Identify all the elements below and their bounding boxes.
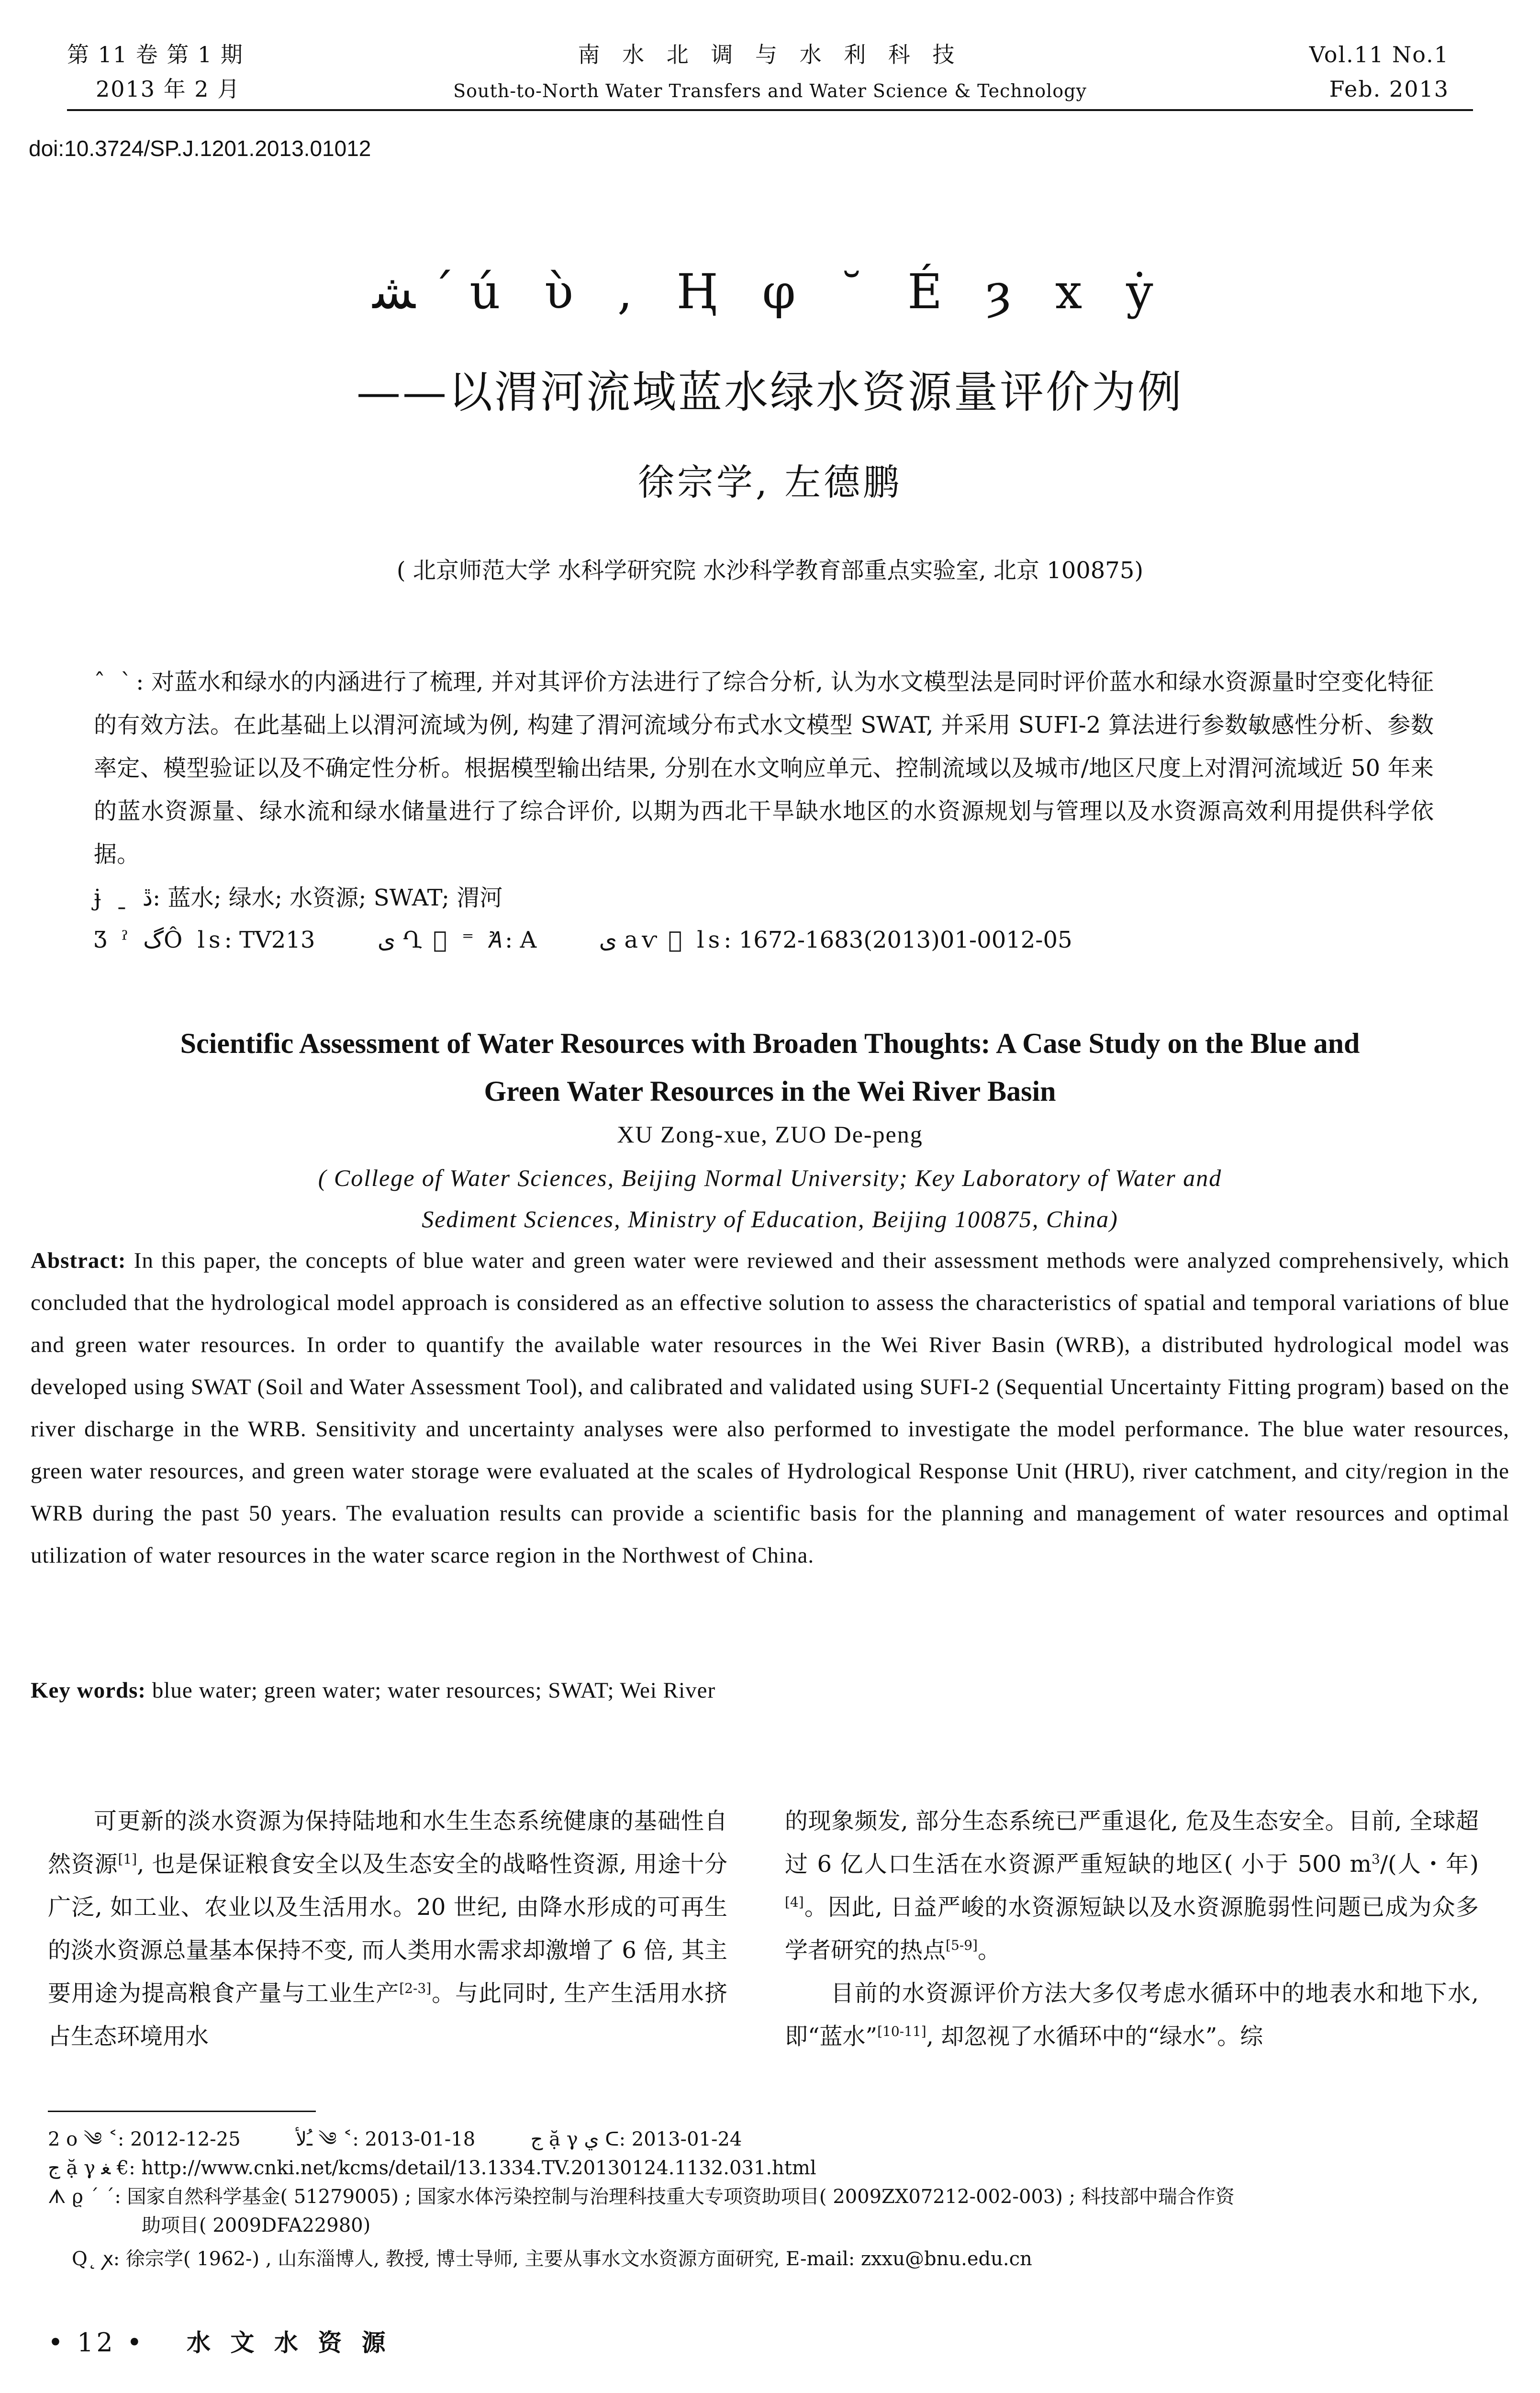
revised-label: ـُﻷ ༄ ˂ [296,2128,353,2150]
article-id-label: ى aⱱ ⃞ ls [599,927,724,953]
citation: [5-9] [946,1937,978,1953]
classification-line [94,923,1434,957]
footnote-dates [48,2125,1484,2154]
body-right-column [785,1800,1479,2058]
body-text: 目前的水资源评价方法大多仅考虑水循环中的地表水和地下水, 即“蓝水” [785,1980,1479,2050]
received-label: 2 ο ༄ ˂ [48,2128,118,2150]
article-id-value: : 1672-1683(2013)01-0012-05 [724,927,1072,953]
header-volume-en: Vol.11 No.1 [1309,42,1449,67]
online-url: : http://www.cnki.net/kcms/detail/13.1334.TV.20130124.1132.031.html [129,2157,816,2179]
keywords-cn-label: ɉ ˍ ڐ [94,884,153,911]
clc-value: : TV213 [224,927,315,953]
revised-date: : 2013-01-18 [352,2128,476,2150]
body-text: 的现象频发, 部分生态系统已严重退化, 危及生态安全。目前, 全球超过 6 亿人口生活在水资源严重短缺的地区( 小于 500 m [785,1808,1479,1878]
keywords-cn [94,881,1434,915]
header-rule [67,109,1473,111]
header-journal-en: South-to-North Water Transfers and Water Science & Technology [453,80,1087,101]
citation: [4] [785,1894,804,1910]
body-text: , 却忽视了水循环中的“绿水”。综 [926,2023,1263,2050]
section-name: 水 文 水 资 源 [187,2329,391,2357]
citation: [1] [118,1851,137,1867]
received-date: : 2012-12-25 [117,2128,241,2150]
header-volume-cn: 第 11 卷 第 1 期 [67,42,244,67]
superscript: 3 [1371,1851,1380,1867]
page-title: ﺸ ˊ ú ὺ , Ⱨ φ ˘ É ȝ x ẏ [372,264,1168,320]
footnote-rule [48,2111,316,2112]
keywords-en-text: blue water; green water; water resources; SWAT; Wei River [146,1678,716,1703]
affiliation: ( 北京师范大学 水科学研究院 水沙科学教育部重点实验室, 北京 100875) [396,557,1144,584]
footnote-url [48,2154,1484,2182]
footnote-author-bio [72,2245,1507,2273]
en-affiliation-line1: ( College of Water Sciences, Beijing Normal University; Key Laboratory of Water and [318,1164,1222,1191]
page-subtitle: ——以渭河流域蓝水绿水资源量评价为例 [356,367,1183,418]
abstract-en [31,1240,1509,1577]
en-title-line2: Green Water Resources in the Wei River Basin [484,1075,1056,1107]
citation: [2-3] [399,1980,432,1996]
abstract-en-text: In this paper, the concepts of blue water and green water were reviewed and their assessment methods were analyzed comprehensively, which concluded that the hydrological model approach is considered as an effective solution to assess the characteristics of spatial and temporal variations of blue and green water resources. In order to quantify the available water resources in the Wei River Basin (WRB), a distributed hydrological model was developed using SWAT (Soil and Water Assessment Tool), and calibrated and validated using SUFI-2 (Sequential Uncertainty Fitting program) based on the river discharge in the WRB. Sensitivity and uncertainty analyses were also performed to investigate the model performance. The blue water resources, green water resources, and green water storage were evaluated at the scales of Hydrological Response Unit (HRU), river catchment, and city/region in the WRB during the past 50 years. The evaluation results can provide a scientific basis for the planning and management of water resources and optimal utilization of water resources in the water scarce region in the Northwest of China. [31,1248,1509,1568]
citation: [10-11] [877,2024,926,2039]
abstract-cn [94,660,1434,876]
page-number: • 12 • [48,2327,145,2358]
bio-text: : 徐宗学( 1962-) , 山东淄博人, 教授, 博士导师, 主要从事水文水资源方面研究, E-mail: zxxu@bnu.edu.cn [113,2248,1032,2270]
body-text: 。与此同时, 生产生活用水挤占生态环境用水 [48,1980,727,2050]
bio-label: Q˛ ꭗ [72,2248,113,2270]
body-paragraph-1-cont [785,1800,1479,1972]
published-label: ج ặ γ ي ᑕ [530,2128,619,2150]
url-label: ج ặ γ ﻐ € [48,2157,129,2179]
body-text: 。因此, 日益严峻的水资源短缺以及水资源脆弱性问题已成为众多学者研究的热点 [785,1894,1479,1964]
en-title-line1: Scientific Assessment of Water Resources with Broaden Thoughts: A Case Study on the Blue and [180,1028,1360,1059]
body-paragraph-2 [785,1972,1479,2058]
abstract-cn-text: : 对蓝水和绿水的内涵进行了梳理, 并对其评价方法进行了综合分析, 认为水文模型法是同时评价蓝水和绿水资源量时空变化特征的有效方法。在此基础上以渭河流域为例, 构建了渭河流域分布式水文模型 SWAT, 并采用 SUFI-2 算法进行参数敏感性分析、参数率定、模型验证以及不确定性分析。根据模型输出结果, 分别在水文响应单元、控制流域以及城市/地区尺度上对渭河流域近 50 年来的蓝水资源量、绿水流和绿水储量进行了综合评价, 以期为西北干旱缺水地区的水资源规划与管理以及水资源高效利用提供科学依据。 [94,669,1434,868]
funding-text: : 国家自然科学基金( 51279005) ; 国家水体污染控制与治理科技重大专项资助项目( 2009ZX07212-002-003) ; 科技部中瑞合作资 [114,2186,1235,2208]
body-left-column [48,1800,727,2058]
footnote-funding [48,2182,1484,2211]
body-text: , 也是保证粮食安全以及生态安全的战略性资源, 用途十分广泛, 如工业、农业以及生活用水。20 世纪, 由降水形成的可再生的淡水资源总量基本保持不变, 而人类用水需求却激增了 6 倍, 其主要用途为提高粮食产量与工业生产 [48,1851,727,2007]
header-journal-cn: 南 水 北 调 与 水 利 科 技 [578,42,962,67]
body-paragraph-1 [48,1800,727,2058]
doi: doi:10.3724/SP.J.1201.2013.01012 [29,136,371,161]
en-authors: XU Zong-xue, ZUO De-peng [617,1121,923,1148]
keywords-en-label: Key words: [31,1678,146,1703]
en-affiliation-line2: Sediment Sciences, Ministry of Education, Beijing 100875, China) [422,1206,1118,1232]
clc-label: Ʒ ˀ گÔ ls [94,927,224,953]
published-date: : 2013-01-24 [619,2128,742,2150]
body-text: 可更新的淡水资源为保持陆地和水生生态系统健康的基础性自然资源 [48,1808,727,1878]
header-date-cn: 2013 年 2 月 [96,76,241,102]
body-text: /(人・年) [1380,1851,1479,1878]
abstract-cn-label: ˆ ˋ [94,669,136,695]
keywords-cn-text: : 蓝水; 绿水; 水资源; SWAT; 渭河 [153,884,503,911]
funding-label: ᗑ ϱ ˊ ˊ [48,2186,115,2208]
keywords-en [31,1669,1509,1711]
authors: 徐宗学, 左德鹏 [637,461,903,503]
footnote-funding-cont: 助项目( 2009DFA22980) [142,2214,371,2236]
doc-code-label: ى Ղ ⃞ ⁼ Ꞻ [377,927,505,953]
header-date-en: Feb. 2013 [1329,76,1449,102]
abstract-en-label: Abstract: [31,1248,126,1273]
body-text: 。 [977,1937,1001,1964]
doc-code-value: : A [505,927,537,953]
